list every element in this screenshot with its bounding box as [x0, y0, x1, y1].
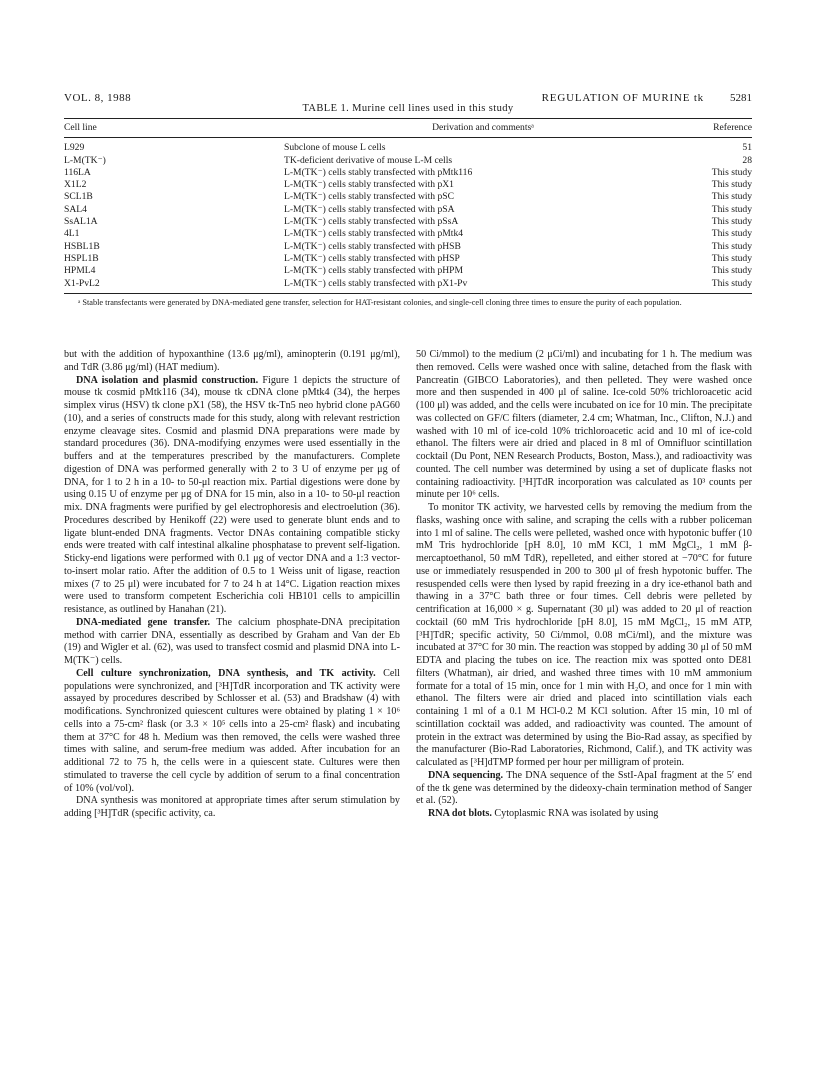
column-header-cell-line: Cell line: [64, 119, 284, 138]
reference-cell: This study: [711, 191, 752, 203]
cell-line-name: HSBL1B: [64, 240, 100, 252]
cell-line-name: X1L2: [64, 179, 87, 191]
table-row: [64, 167, 752, 179]
cell-line-name: 4L1: [64, 228, 80, 240]
table-row: [64, 204, 752, 216]
section-heading: DNA sequencing.: [428, 769, 504, 781]
paragraph-text: DNA synthesis was monitored at appropriate times after serum stimulation by adding [³H]TdR (specific activity, ca.: [64, 795, 400, 819]
table-body: [64, 138, 752, 294]
cell-line-name: SsAL1A: [64, 216, 98, 228]
reference-cell: This study: [682, 278, 752, 294]
derivation-comment: L-M(TK⁻) cells stably transfected with pSC: [284, 191, 454, 203]
body-paragraph: [64, 375, 400, 617]
volume-label: VOL. 8, 1988: [64, 92, 132, 104]
cell-line-name: L929: [64, 142, 85, 154]
reference-cell: 28: [742, 154, 752, 166]
cell-line-name: 116LA: [64, 166, 91, 178]
cell-line-name: HSPL1B: [64, 252, 99, 264]
reference-cell: This study: [711, 265, 752, 277]
reference-cell: This study: [711, 179, 752, 191]
paragraph-text: The calcium phosphate-DNA precipitation method with carrier DNA, essentially as described by Graham and Van der Eb (19) and Wigler et al. (62), was used to transfect cosmid and plasmid DNA into L-M(TK⁻) cells.: [64, 616, 400, 666]
derivation-comment: L-M(TK⁻) cells stably transfected with pMtk116: [284, 166, 473, 178]
derivation-comment: L-M(TK⁻) cells stably transfected with pHPM: [284, 265, 464, 277]
reference-cell: 51: [742, 142, 752, 154]
derivation-comment: L-M(TK⁻) cells stably transfected with pHSB: [284, 240, 461, 252]
table-header-row: [64, 119, 752, 138]
derivation-comment: L-M(TK⁻) cells stably transfected with pMtk4: [284, 228, 464, 240]
table-caption: TABLE 1. Murine cell lines used in this study: [302, 103, 514, 114]
table-row: [64, 179, 752, 191]
table-row: [64, 241, 752, 253]
body-paragraph: [64, 349, 400, 375]
derivation-comment: L-M(TK⁻) cells stably transfected with pX1: [284, 179, 454, 191]
section-heading: DNA-mediated gene transfer.: [76, 616, 211, 628]
derivation-comment: L-M(TK⁻) cells stably transfected with pSsA: [284, 216, 459, 228]
derivation-comment: L-M(TK⁻) cells stably transfected with pHSP: [284, 252, 460, 264]
paragraph-text: Cytoplasmic RNA was isolated by using: [491, 808, 659, 819]
body-paragraph: [416, 808, 752, 821]
cell-line-name: L-M(TK⁻): [64, 154, 106, 166]
body-paragraph: [64, 795, 400, 821]
paragraph-text: but with the addition of hypoxanthine (13.6 μg/ml), aminopterin (0.191 μg/ml), and TdR (3.86 μg/ml) (HAT medium).: [64, 349, 400, 373]
section-heading: Cell culture synchronization, DNA synthesis, and TK activity.: [76, 667, 376, 679]
paragraph-text: 50 Ci/mmol) to the medium (2 μCi/ml) and incubating for 1 h. The medium was then removed. Cells were washed once with saline, detached from the flask with Pancreatin (GIBCO Laboratories), and then pelleted. They were washed once more and then suspended in 400 μl of saline. Ice-cold 50% trichloroacetic acid (100 μl) was added, and the cells were incubated on ice for 10 min. The precipitate was collected on GF/C filters (diameter, 2.4 cm; Whatman, Inc., Clifton, N.J.) and washed with 10 ml of ice-cold 10% trichloroacetic acid and 10 ml of ice-cold ethanol. The filters were air dried and placed in 8 ml of Omnifluor scintillation cocktail (Du Pont, NEN Research Products, Boston, Mass.), and radioactivity was counted. The cell number was determined by using a set of duplicate flasks not containing radioactivity. [³H]TdR incorporation was calculated as 10³ counts per minute per 10⁶ cells.: [416, 349, 752, 501]
section-heading: RNA dot blots.: [428, 808, 492, 819]
page-number: 5281: [730, 92, 752, 104]
body-paragraph: [416, 770, 752, 808]
paragraph-text: Figure 1 depicts the structure of mouse tk cosmid pMtk116 (34), mouse tk cDNA clone pMtk4 (34), the herpes simplex virus (HSV) tk clone pX1 (58), the HSV tk-Tn5 neo hybrid clone pAG60 (10), and a series of constructs made for this study, along with relevant restriction enzyme cleavage sites. Cosmid and plasmid DNA preparations were made by standard procedures (36). DNA-modifying enzymes were used essentially in the buffers and at the temperatures prescribed by the manufacturers. Complete digestion of DNA was performed generally with 2 to 3 U of enzyme per μg of DNA, for 1 to 2 h in a 10- to 50-μl reaction mix. Partial digestions were done by using 0.15 U of enzyme per μg of DNA for 15 min, also in a 10- to 50-μl reaction mix. DNA fragments were purified by gel electrophoresis and electroelution (36). Procedures described by Henikoff (22) were used to generate blunt ends and to ligate blunt-ended DNA fragments. Vector DNAs containing compatible sticky ends were treated with calf intestinal alkaline phosphatase to prevent self-ligation. Sticky-end ligations were performed with 0.1 μg of vector DNA and a 1:3 vector-to-insert molar ratio. After the addition of 0.5 to 1 Weiss unit of ligase, reaction mixes (7 to 25 μl) were incubated for 7 to 24 h at 14°C. Ligation reaction mixes were used to transform competent Escherichia coli HB101 cells to ampicillin resistance, as outlined by Hanahan (21).: [64, 374, 401, 615]
table-row: [64, 265, 752, 277]
derivation-comment: TK-deficient derivative of mouse L-M cells: [284, 154, 453, 166]
paragraph-text: Cell populations were synchronized, and [³H]TdR incorporation and TK activity were assayed by procedures described by Schlosser et al. (53) and Bradshaw (4) with modifications. Synchronized quiescent cultures were obtained by plating 1 × 10⁶ cells into a 75-cm² flask (or 3.3 × 10⁵ cells into a 25-cm² flask) and incubating them at 37°C for 48 h. Medium was then removed, the cells were washed three times with saline, and serum-free medium was added. After incubation for an additional 72 to 75 h, the cells were in a quiescent state. Cultures were then stimulated to traverse the cell cycle by addition of serum to a final concentration of 10% (vol/vol).: [64, 667, 400, 794]
left-column: [64, 349, 400, 821]
body-paragraph: [416, 502, 752, 770]
table-row: [64, 155, 752, 167]
reference-cell: This study: [711, 228, 752, 240]
table-row: [64, 216, 752, 228]
table-footnote: ᵃ Stable transfectants were generated by DNA-mediated gene transfer, selection for HAT-resistant colonies, and single-cell cloning three times to ensure the purity of each population.: [78, 297, 682, 307]
cell-line-name: SAL4: [64, 203, 87, 215]
paragraph-text: To monitor TK activity, we harvested cells by removing the medium from the flasks, washing once with saline, and scraping the cells with a rubber policeman into 1 ml of saline. The cells were pelleted, washed once with hypotonic buffer (10 mM Tris hydrochloride [pH 8.0], 10 mM KCl, 1 mM MgCl₂, 1 mM β-mercaptoethanol, 50 mM TdR), repelleted, and either stored at −70°C for future use or immediately resuspended in 200 to 300 μl of fresh hypotonic buffer. The resuspended cells were then lysed by rapid freezing in a dry ice-ethanol bath and thawing in a 37°C bath three or four times. Cell debris were pelleted by centrification at 16,000 × g. Supernatant (30 μl) was added to 20 μl of reaction cocktail (60 mM Tris hydrochloride [pH 8.0], 15 mM MgCl₂, 15 mM ATP, [³H]TdR; specific activity, 50 Ci/mmol, 0.08 mCi/ml), and the mixture was incubated at 37°C for 30 min. The reaction was stopped by adding 30 μl of 50 mM EDTA and placing the tubes on ice. The reaction mix was spotted onto DE81 filters (Whatman), air dried, and washed three times with 10 mM ammonium formate for a total of 15 min, once for 1 min with H₂O, and once for 1 min with ethanol. The filters were air dried and placed into scintillation vials each containing 1 ml of a 0.1 M HCl-0.2 M KCl solution. After 15 min, 10 ml of scintillation cocktail was added, and radioactivity was counted. The amount of protein in the extract was determined by using the Bio-Rad assay, as specified by the manufacturer (Bio-Rad Laboratories, Richmond, Calif.), and TK activity was calculated as [³H]dTMP formed per hour per milligram of protein.: [416, 502, 752, 768]
cell-line-name: X1-PvL2: [64, 278, 284, 294]
derivation-comment: Subclone of mouse L cells: [284, 142, 386, 154]
reference-cell: This study: [711, 166, 752, 178]
table-container: [64, 118, 752, 308]
body-paragraph: [416, 349, 752, 502]
right-column: [416, 349, 752, 821]
reference-cell: This study: [711, 203, 752, 215]
cell-line-name: SCL1B: [64, 191, 93, 203]
derivation-comment: L-M(TK⁻) cells stably transfected with pX1-Pv: [284, 278, 682, 294]
column-header-reference: Reference: [682, 119, 752, 138]
cell-line-name: HPML4: [64, 265, 96, 277]
running-title: REGULATION OF MURINE tk: [541, 92, 704, 104]
cell-lines-table: [64, 118, 752, 294]
column-header-derivation: Derivation and commentsᵃ: [284, 119, 682, 138]
table-row: [64, 191, 752, 203]
paragraph-text: The DNA sequence of the SstI-ApaI fragment at the 5′ end of the tk gene was determined by the dideoxy-chain termination method of Sanger et al. (52).: [416, 769, 752, 807]
reference-cell: This study: [711, 252, 752, 264]
reference-cell: This study: [711, 240, 752, 252]
table-row: [64, 253, 752, 265]
reference-cell: This study: [711, 216, 752, 228]
table-row: [64, 228, 752, 240]
section-heading: DNA isolation and plasmid construction.: [76, 374, 259, 386]
body-paragraph: [64, 668, 400, 796]
body-paragraph: [64, 617, 400, 668]
derivation-comment: L-M(TK⁻) cells stably transfected with pSA: [284, 203, 455, 215]
table-row: [64, 278, 752, 294]
table-row: [64, 138, 752, 155]
